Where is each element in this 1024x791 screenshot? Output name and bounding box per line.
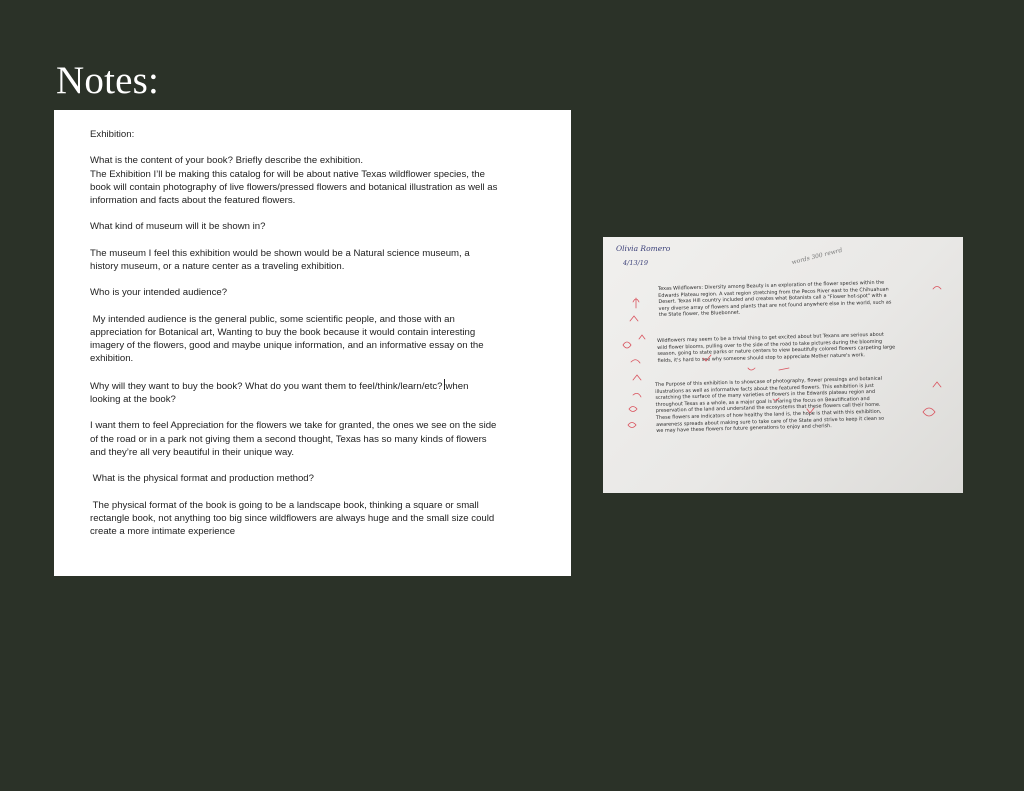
notes-panel: [54, 110, 571, 576]
notes-paragraph: The physical format of the book is going to be a landscape book, thinking a square or small rectangle book, not anything too big since wildflowers are always huge and the small size could create a more intimate experience: [90, 499, 495, 537]
text-cursor: [444, 379, 445, 390]
photo-pencil-note: words 300 rewrd: [790, 246, 844, 267]
notes-paragraph: What is the physical format and production method?: [90, 473, 314, 485]
red-correction-marks: [603, 237, 963, 493]
notes-question-with-cursor[interactable]: [90, 379, 535, 406]
notes-paragraph: What kind of museum will it be shown in?: [90, 221, 266, 233]
photo-paragraph-2: Wildflowers may seem to be a trivial thing to get excited about but Texans are serious about wild flower blooms, pulling over to the side of the road to take pictures during the blooming season, going to state parks or nature centers to view beautifully colored flowers carpeting large fields, it's hard to see why someone should stop to appreciate Mother nature's work.: [657, 331, 896, 364]
notes-paragraph: What is the content of your book? Briefly describe the exhibition. The Exhibition I’ll be making this catalog for will be about native Texas wildflower species, the book will contain photography of live flowers/pressed flowers and botanical illustration as well as information and facts about the featured flowers.: [90, 155, 498, 206]
photo-paragraph-1: Texas Wildflowers: Diversity among Beauty is an exploration of the flower species within the Edwards Plateau region. A vast region stretching from the Pecos River east to the Chihuahuan Desert. Texas Hill country included and creates what Botanists call a "Flower hot-spot" with a very diverse array of flowers and plants that are not found anywhere else in the world, such as the State flower, the Bluebonnet.: [658, 279, 892, 319]
question-text-continued: when looking at the book?: [90, 380, 469, 405]
photo-date: 4/13/19: [623, 259, 649, 267]
notes-paragraph: My intended audience is the general public, some scientific people, and those with an appreciation for Botanical art, Wanting to buy the book because it would contain interesting imagery of the flowers, good and maybe unique information, and an informative essay on the exhibition.: [90, 313, 484, 365]
slide-title: Notes:: [56, 59, 160, 102]
question-text: Why will they want to buy the book? What do you want them to feel/think/learn/etc?: [90, 380, 443, 392]
photo-author: Olivia Romero: [616, 244, 671, 253]
handwritten-draft-photo: [603, 237, 963, 493]
notes-paragraph: The museum I feel this exhibition would be shown would be a Natural science museum, a history museum, or a nature center as a traveling exhibition.: [90, 247, 470, 272]
notes-paragraph: Who is your intended audience?: [90, 287, 228, 299]
photo-paragraph-3: The Purpose of this exhibition is to showcase of photography, flower pressings and botanical illustrations as well as informative facts about the featured flowers. This exhibition is just scratching the surface of the many varieties of flowers in the Edwards plateau region and throughout Texas as a whole, as a major goal is sharing the focus on Beautification and preservation of the land and understand the ecosystems that these flowers call their home. These flowers are indicators of how healthy the land is, the hope is that with this exhibition, awareness spreads about making sure to take care of the State and strive to keep it clean so we may have these flowers for future generations to enjoy and cherish.: [655, 375, 885, 435]
notes-paragraph: I want them to feel Appreciation for the flowers we take for granted, the ones we see on the side of the road or in a park not giving them a second thought, Texas has so many kinds of flowers and they’re all very beautiful in their unique way.: [90, 420, 497, 458]
notes-paragraph: Exhibition:: [90, 129, 135, 140]
